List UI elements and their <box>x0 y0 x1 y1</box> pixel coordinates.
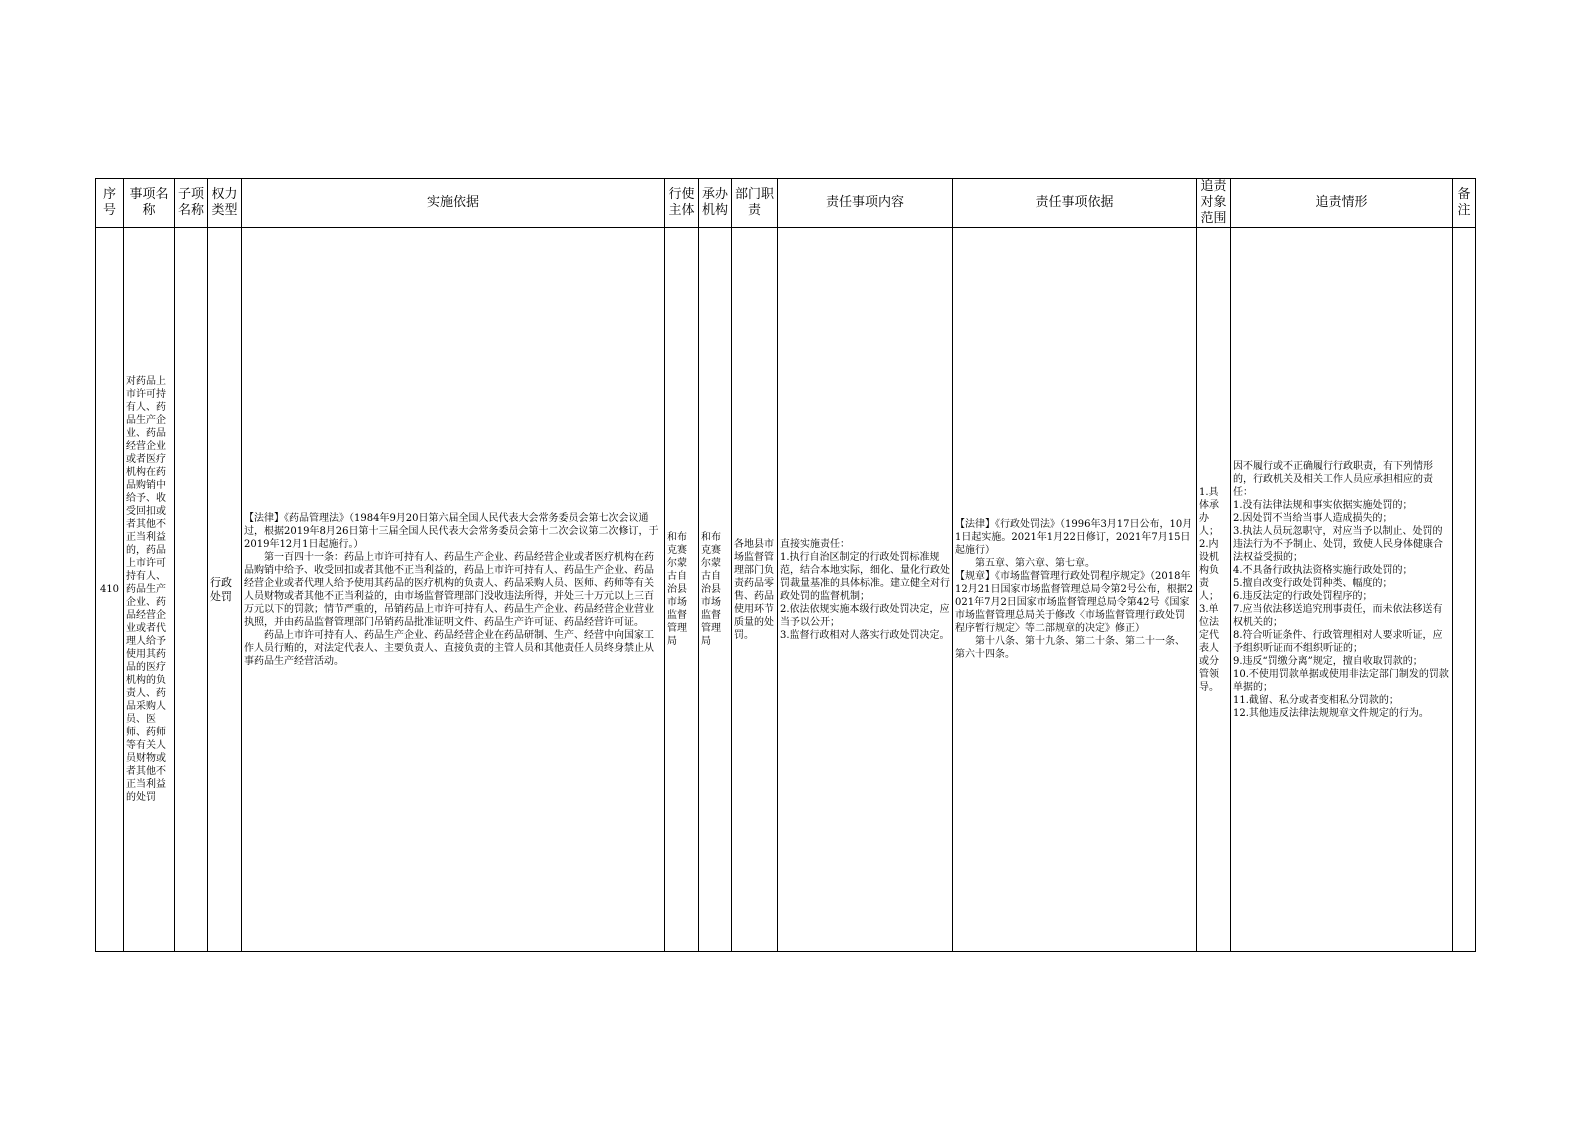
item-name-cell: 对药品上市许可持有人、药品生产企业、药品经营企业或者医疗机构在药品购销中给予、收受回扣或者其他不正当利益的，药品上市许可持有人、药品生产企业、药品经营企业或者代理人给予使用其药品的医疗机构的负责人、药品采购人员、医师、药师等有关人员财物或者其他不正当利益的处罚 <box>124 228 175 952</box>
resp-content-line: 直接实施责任： <box>780 538 850 550</box>
account-case-line: 12.其他违反法律法规规章文件规定的行为。 <box>1233 707 1429 719</box>
resp-content-cell <box>778 228 953 952</box>
account-case-line: 10.不使用罚款单据或使用非法定部门制发的罚款单据的； <box>1233 668 1449 693</box>
account-cases-cell <box>1231 228 1453 952</box>
account-case-line: 8.符合听证条件、行政管理相对人要求听证，应予组织听证而不组织听证的； <box>1233 629 1443 654</box>
basis-cell <box>242 228 665 952</box>
header-handling-org: 承办机构 <box>699 179 732 228</box>
header-item-name: 事项名称 <box>124 179 175 228</box>
resp-basis-line: 【规章】《市场监督管理行政处罚程序规定》（2018年12月21日国家市场监督管理总局令第2号公布，根据2021年7月2日国家市场监督管理总局令第42号《国家市场监督管理总局关于修改〈市场监督管理行政处罚程序暂行规定〉等二部规章的决定》修正） <box>955 571 1194 634</box>
exec-body-cell: 和布克赛尔蒙古自治县市场监督管理局 <box>665 228 699 952</box>
accountability-table <box>95 178 1476 952</box>
resp-basis-line: 第十八条、第十九条、第二十条、第二十一条、第六十四条。 <box>955 636 1185 660</box>
account-case-line: 1.没有法律法规和事实依据实施处罚的； <box>1233 499 1413 511</box>
account-case-line: 7.应当依法移送追究刑事责任，而未依法移送有权机关的； <box>1233 603 1443 628</box>
header-row <box>96 179 1476 228</box>
resp-basis-line: 【法律】《行政处罚法》（1996年3月17日公布，10月1日起实施。2021年1月22日修订，2021年7月15日起施行） <box>955 519 1193 556</box>
header-power-type: 权力类型 <box>208 179 242 228</box>
remarks-cell <box>1453 228 1476 952</box>
account-scope-cell <box>1197 228 1231 952</box>
header-account-cases: 追责情形 <box>1231 179 1453 228</box>
header-seq: 序号 <box>96 179 124 228</box>
basis-paragraph: 药品上市许可持有人、药品生产企业、药品经营企业在药品研制、生产、经营中向国家工作人员行贿的，对法定代表人、主要负责人、直接负责的主管人员和其他责任人员终身禁止从事药品生产经营活动。 <box>244 629 654 667</box>
header-basis: 实施依据 <box>242 179 665 228</box>
resp-basis-line: 第五章、第六章、第七章。 <box>975 558 1095 569</box>
account-case-line: 9.违反“罚缴分离”规定，擅自收取罚款的； <box>1233 655 1423 667</box>
basis-paragraph: 【法律】《药品管理法》（1984年9月20日第六届全国人民代表大会常务委员会第七次会议通过，根据2019年8月26日第十三届全国人民代表大会常务委员会第十二次会议第二次修订，于2019年12月1日起施行。） <box>244 512 659 550</box>
account-scope-line: 2.内设机构负责人； <box>1199 538 1219 602</box>
account-case-line: 4.不具备行政执法资格实施行政处罚的； <box>1233 564 1413 576</box>
header-dept-duty: 部门职责 <box>732 179 778 228</box>
resp-basis-cell <box>953 228 1197 952</box>
header-account-scope: 追责对象范围 <box>1197 179 1231 228</box>
sub-item-cell <box>175 228 208 952</box>
account-scope-line: 3.单位法定代表人或分管领导。 <box>1199 603 1219 693</box>
basis-paragraph: 第一百四十一条：药品上市许可持有人、药品生产企业、药品经营企业或者医疗机构在药品购销中给予、收受回扣或者其他不正当利益的，药品上市许可持有人、药品生产企业、药品经营企业或者代理人给予使用其药品的医疗机构的负责人、药品采购人员、医师、药师等有关人员财物或者其他不正当利益的，由市场监督管理部门没收违法所得，并处三十万元以上三百万元以下的罚款；情节严重的，吊销药品上市许可持有人、药品生产企业、药品经营企业营业执照，并由药品监督管理部门吊销药品批准证明文件、药品生产许可证、药品经营许可证。 <box>244 551 654 628</box>
account-case-line: 2.因处罚不当给当事人造成损失的； <box>1233 512 1393 524</box>
resp-content-line: 3.监督行政相对人落实行政处罚决定。 <box>780 629 950 641</box>
table-row <box>96 228 1476 952</box>
account-case-line: 6.违反法定的行政处罚程序的； <box>1233 590 1373 602</box>
account-case-line: 5.擅自改变行政处罚种类、幅度的； <box>1233 577 1393 589</box>
seq-cell: 410 <box>96 228 124 952</box>
resp-content-line: 2.依法依规实施本级行政处罚决定，应当予以公开； <box>780 603 950 628</box>
header-resp-basis: 责任事项依据 <box>953 179 1197 228</box>
header-remarks: 备注 <box>1453 179 1476 228</box>
account-scope-line: 1.具体承办人； <box>1199 486 1219 537</box>
handling-org-cell: 和布克赛尔蒙古自治县市场监督管理局 <box>699 228 732 952</box>
header-sub-item: 子项名称 <box>175 179 208 228</box>
account-case-line: 因不履行或不正确履行行政职责，有下列情形的，行政机关及相关工作人员应承担相应的责任： <box>1233 460 1433 498</box>
dept-duty-cell: 各地县市场监督管理部门负责药品零售、药品使用环节质量的处罚。 <box>732 228 778 952</box>
header-exec-body: 行使主体 <box>665 179 699 228</box>
account-case-line: 3.执法人员玩忽职守，对应当予以制止、处罚的违法行为不予制止、处罚，致使人民身体健康合法权益受损的； <box>1233 525 1443 563</box>
power-type-cell: 行政处罚 <box>208 228 242 952</box>
account-case-line: 11.截留、私分或者变相私分罚款的； <box>1233 694 1399 706</box>
resp-content-line: 1.执行自治区制定的行政处罚标准规范，结合本地实际，细化、量化行政处罚裁量基准的具体标准。建立健全对行政处罚的监督机制； <box>780 551 950 602</box>
header-resp-content: 责任事项内容 <box>778 179 953 228</box>
